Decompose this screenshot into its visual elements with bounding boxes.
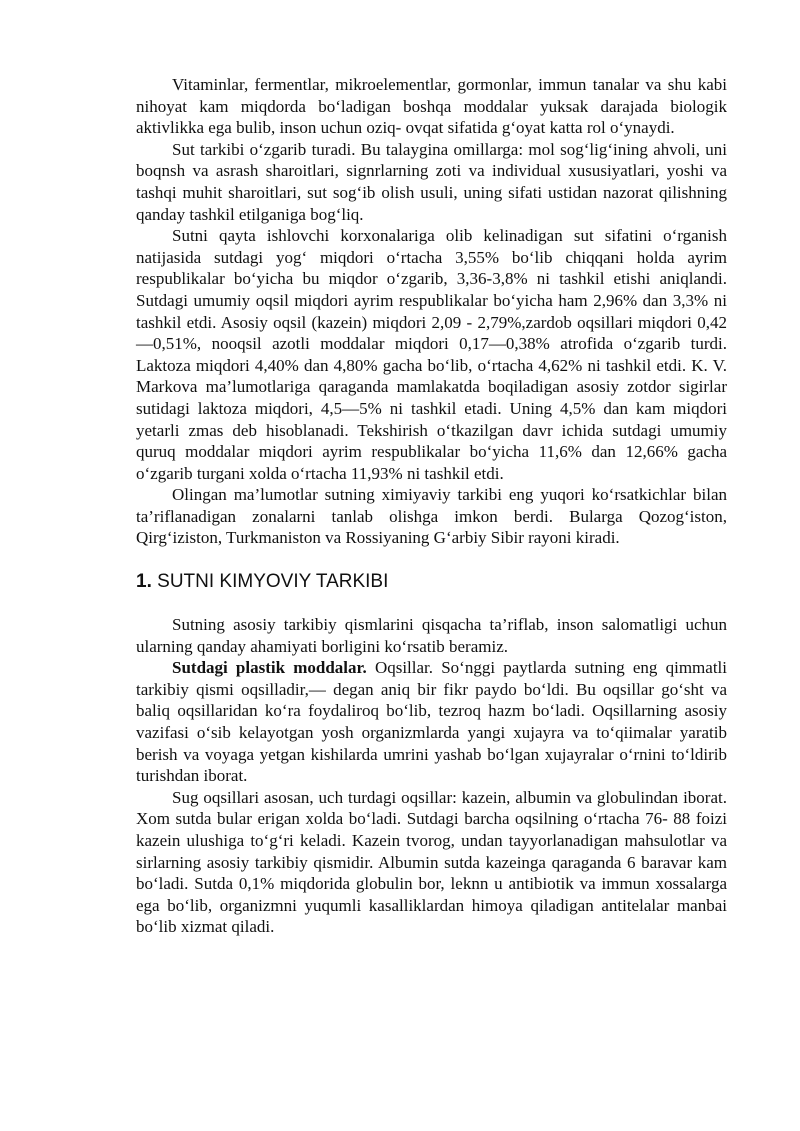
plastic-substances-lead: Sutdagi plastik moddalar. — [172, 658, 367, 678]
paragraph-milk-composition: Sut tarkibi o‘zgarib turadi. Bu talaygina omillarga: mol sog‘lig‘ining ahvoli, uni boqnsh va asrash sharoitlari, signrlarning zoti va individual xususiyatlari, yoshi va tashqi muhit sharoitlari, sut sog‘ib olish usuli, uning sifati ustidan nazorat qilishning qanday tashkil etilganiga bog‘liq. — [136, 139, 727, 224]
plastic-substances-text: Oqsillar. So‘nggi paytlarda sutning eng qimmatli tarkibiy qismi oqsilladir,— degan aniq bir fikr paydo bo‘ldi. Bu oqsillar go‘sht va baliq oqsillaridan ko‘ra foydaliroq bo‘lib, tezroq hazm bo‘ladi. Oqsillarning asosiy vazifasi o‘sib kelayotgan yosh organizmlarda yangi xujayra va to‘qiimalar yaratib berish va voyaga yetgan kishilarda umrini yashab bo‘lgan xujayralar o‘rnini to‘ldirib turishdan iborat. — [136, 658, 727, 786]
paragraph-zones: Olingan ma’lumotlar sutning ximiyaviy tarkibi eng yuqori ko‘rsatkichlar bilan ta’riflanadigan zonalarni tanlab olishga imkon berdi. Bularga Qozog‘iston, Qirg‘iziston, Turkmaniston va Rossiyaning G‘arbiy Sibir rayoni kiradi. — [136, 485, 727, 548]
paragraph-intro: Sutning asosiy tarkibiy qismlarini qisqacha ta’riflab, inson salomatligi uchun ularning qanday ahamiyati borligini ko‘rsatib beramiz. — [136, 615, 727, 656]
paragraph-milk-proteins: Sug oqsillari asosan, uch turdagi oqsillar: kazein, albumin va globulindan iborat. Xom sutda bular erigan xolda bo‘ladi. Sutdagi barcha oqsilning o‘rtacha 76- 88 foizi kazein ulushiga to‘g‘ri keladi. Kazein tvorog, undan tayyorlanadigan mahsulotlar va sirlarning asosiy tarkibiy qismidir. Albumin sutda kazeinga qaraganda 6 baravar kam bo‘ladi. Sutda 0,1% miqdorida globulin bor, leknn u antibiotik va immun xossalarga ega bo‘lib, organizmni yuqumli kasalliklardan himoya qiladigan antitelalar manbai bo‘lib xizmat qiladi. — [136, 787, 727, 937]
paragraph-vitamins: Vitaminlar, fermentlar, mikroelementlar, gormonlar, immun tanalar va shu kabi nihoyat kam miqdorda bo‘ladigan boshqa moddalar yuksak darajada biologik aktivlikka ega bulib, inson uchun oziq- ovqat sifatida g‘oyat katta rol o‘ynaydi. — [136, 75, 727, 138]
section-heading — [136, 570, 727, 594]
document-page — [136, 74, 727, 938]
section-number: 1. — [136, 571, 152, 593]
paragraph-milk-quality-study: Sutni qayta ishlovchi korxonalariga olib kelinadigan sut sifatini o‘rganish natijasida sutdagi yog‘ miqdori o‘rtacha 3,55% bo‘lib chiqqani holda ayrim respublikalar bo‘yicha bu miqdor o‘zgarib, 3,36-3,8% ni tashkil etishi aniqlandi. Sutdagi umumiy oqsil miqdori ayrim respublikalar bo‘yicha ham 2,96% dan 3,3% ni tashkil etdi. Asosiy oqsil (kazein) miqdori 2,09 - 2,79%,zardob oqsillari miqdori 0,42—0,51%, nooqsil azotli moddalar miqdori 0,17—0,38% atrofida o‘zgarib turdi. Laktoza miqdori 4,40% dan 4,80% gacha bo‘lib, o‘rtacha 4,62% ni tashkil etdi. K. V. Markova ma’lumotlariga qaraganda mamlakatda boqiladigan asosiy zotdor sigirlar sutidagi laktoza miqdori, 4,5—5% ni tashkil etadi. Uning 4,5% dan kam miqdori yetarli zmas deb hisoblanadi. Tekshirish o‘tkazilgan davr ichida sutdagi umumiy quruq moddalar miqdori ayrim respublikalar bo‘yicha 11,6% dan 12,66% gacha o‘zgarib turgani xolda o‘rtacha 11,93% ni tashkil etdi. — [136, 226, 727, 483]
paragraph-plastic-substances — [136, 657, 727, 787]
section-title: SUTNI KIMYOVIY TARKIBI — [157, 571, 389, 593]
